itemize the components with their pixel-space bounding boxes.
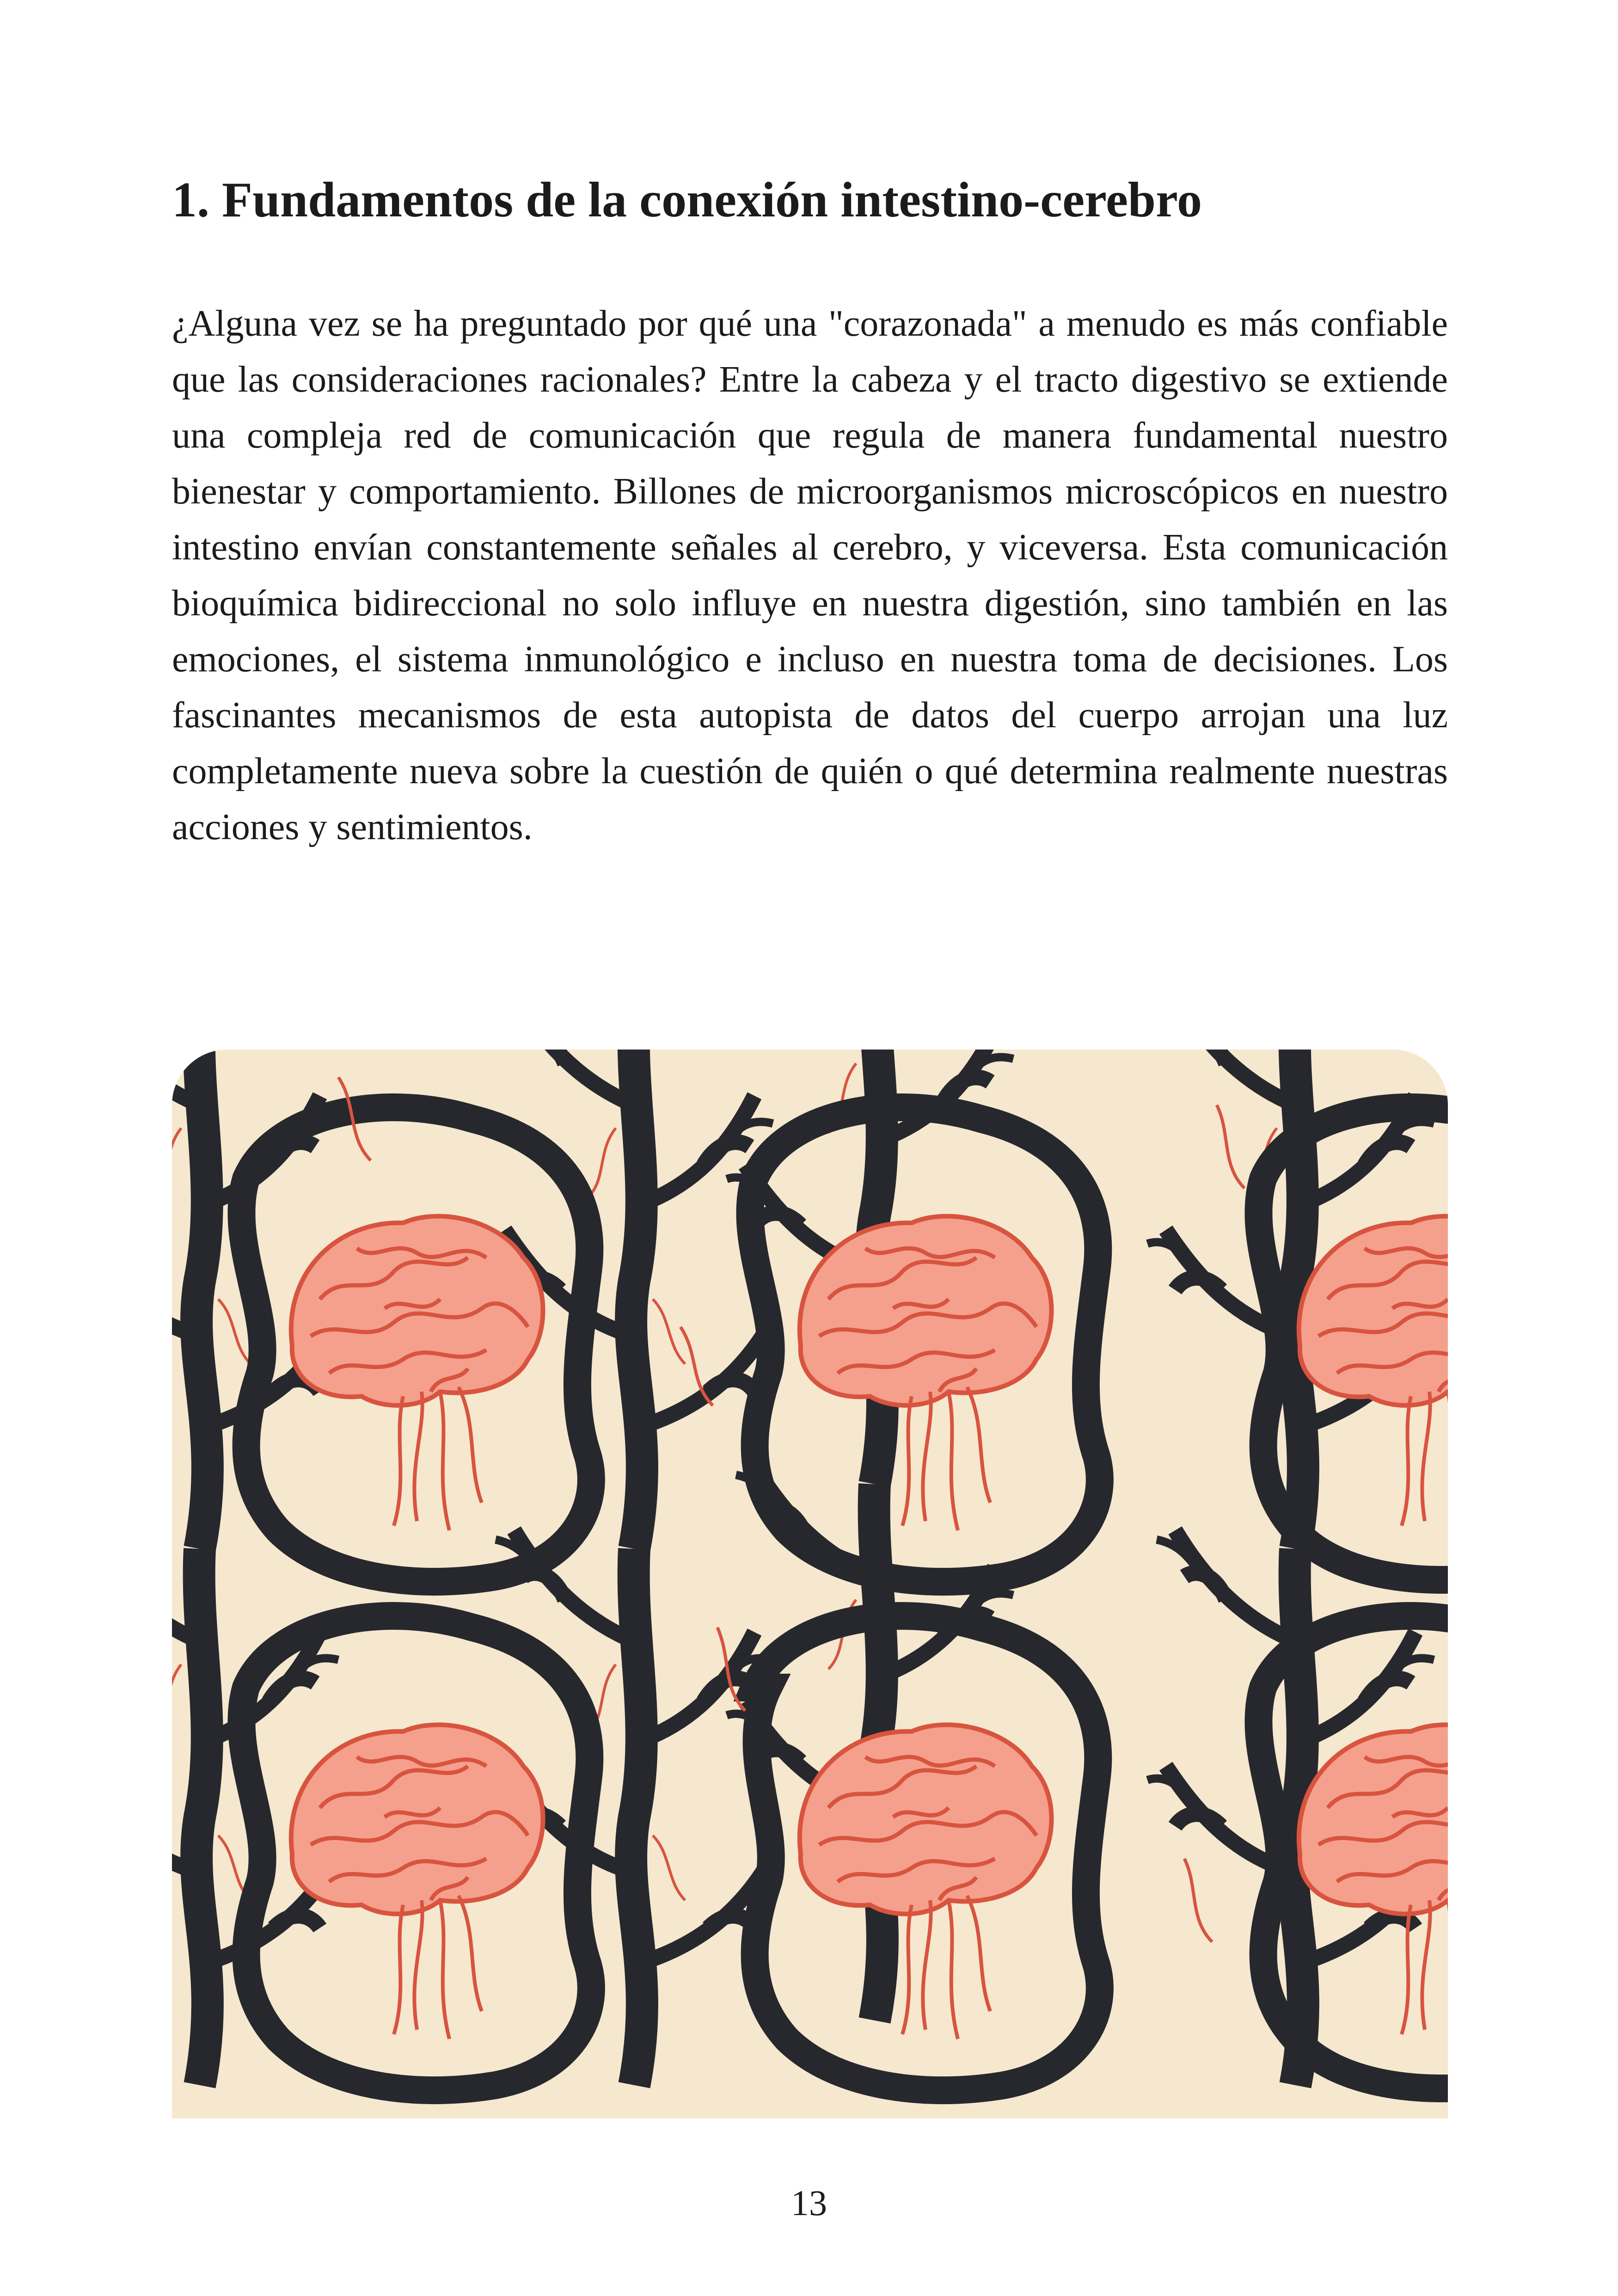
body-paragraph: ¿Alguna vez se ha preguntado por qué una "corazonada" a menudo es más confiable que las consideraciones racionales? Entre la cabeza y el tracto digestivo se extiende una compleja red de comunicación que regula de manera fundamental nuestro bienestar y comportamiento. Billones de microorganismos microscópicos en nuestro intestino envían constantemente señales al cerebro, y viceversa. Esta comunicación bioquímica bidireccional no solo influye en nuestra digestión, sino también en las emociones, el sistema inmunológico e incluso en nuestra toma de decisiones. Los fascinantes mecanismos de esta autopista de datos del cuerpo arrojan una luz completamente nueva sobre la cuestión de quién o qué determina realmente nuestras acciones y sentimientos. — [172, 303, 1448, 847]
brain-tree-pattern-icon — [172, 1050, 1448, 2118]
brain-tree-illustration — [172, 1050, 1448, 2118]
page-number: 13 — [791, 2183, 827, 2223]
chapter-title: 1. Fundamentos de la conexión intestino-cerebro — [172, 172, 1202, 227]
